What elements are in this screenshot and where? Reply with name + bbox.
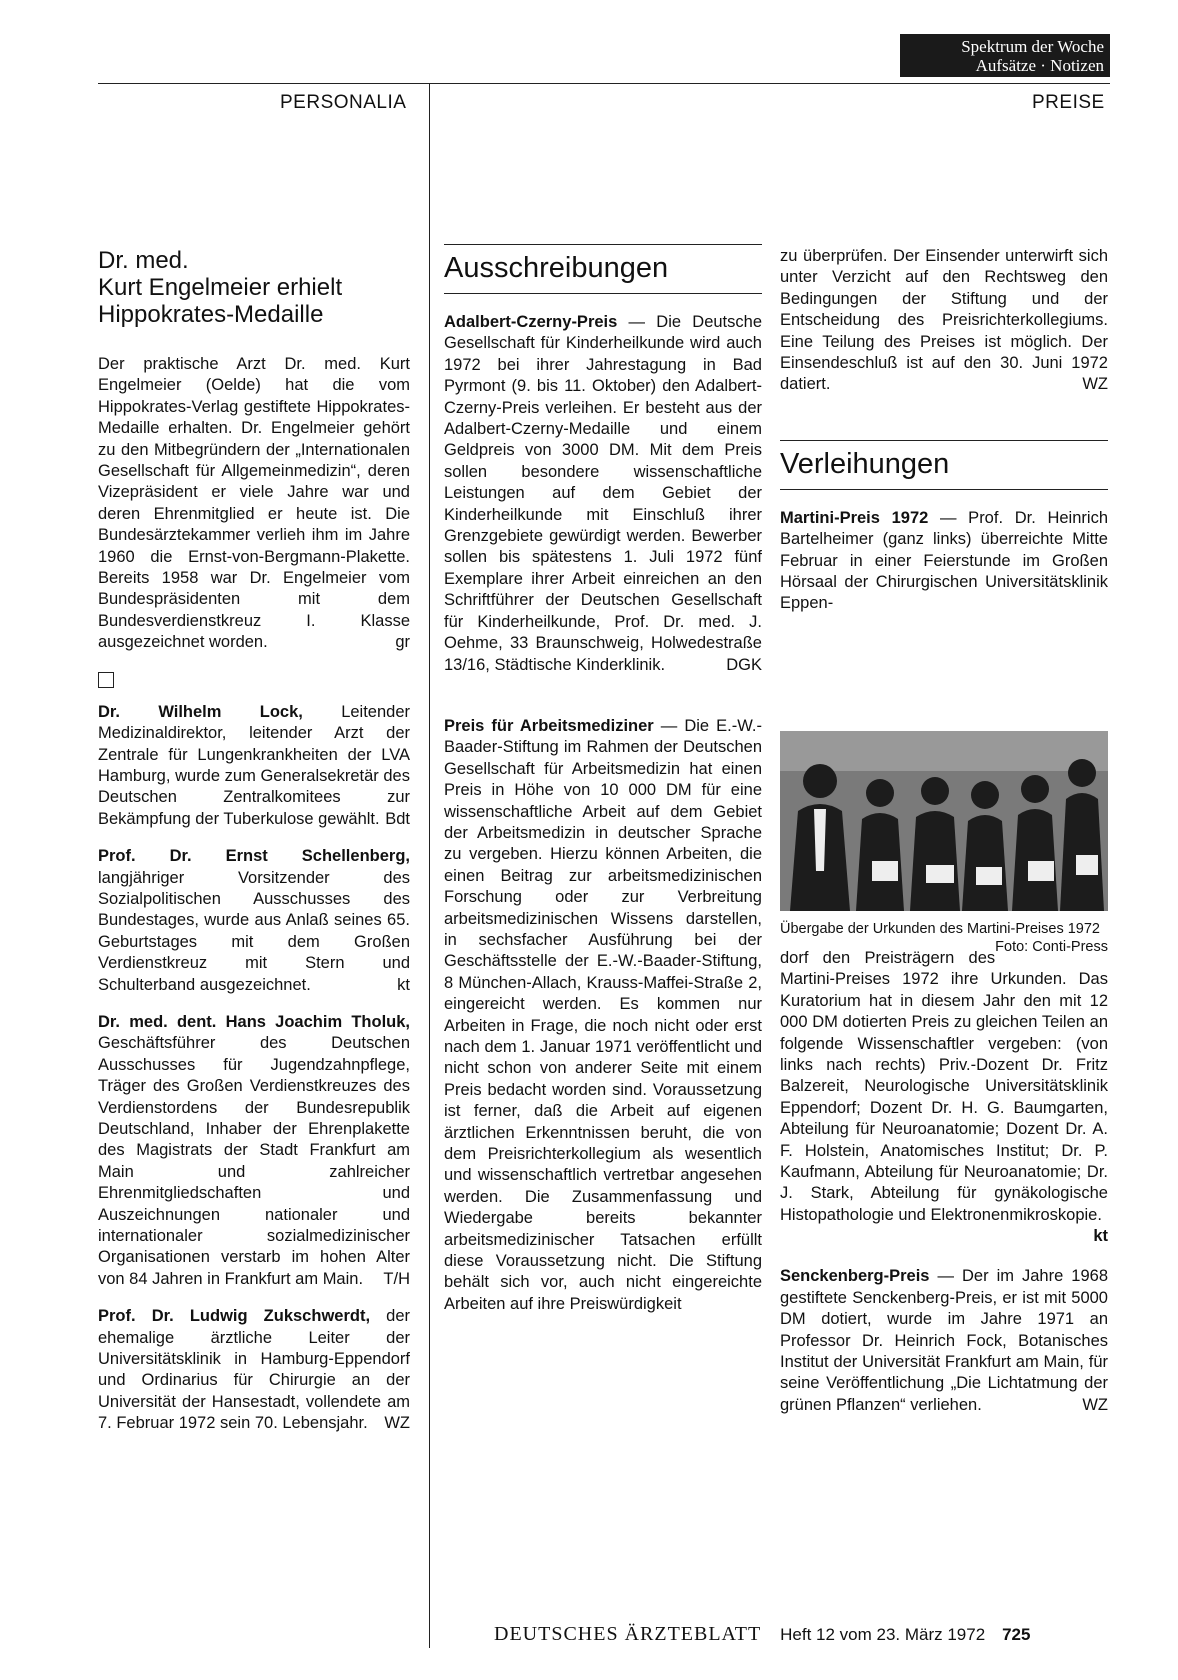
end-of-article-box-icon <box>98 672 114 688</box>
section-badge <box>900 34 1110 77</box>
paragraph-text: Der praktische Arzt Dr. med. Kurt Engelmeier (Oelde) hat die vom Hippokrates-Verlag gestiftete Hippokrates-Medaille erhalten. Dr. Engelmeier gehört zu den Mitbegründern der „Internationalen Gesellschaft für Allgemeinmedizin“, deren Vizepräsident er viele Jahre war und deren Ehrenmitglied er heute ist. Die Bundesärztekammer verlieh ihm im Jahre 1960 die Ernst-von-Bergmann-Plakette. Bereits 1958 war Dr. Engelmeier vom Bundespräsidenten mit dem Bundesverdienstkreuz I. Klasse ausgezeichnet worden. <box>98 355 410 652</box>
zukschwerdt-paragraph <box>98 1306 410 1434</box>
article-title-line: Hippokrates-Medaille <box>98 301 324 328</box>
paragraph-text: — Die Deutsche Gesellschaft für Kinderheilkunde wird auch 1972 bei ihrer Jahrestagung in Bad Pyrmont (9. bis 11. Oktober) den Adalbert-Czerny-Preis verleihen. Er besteht aus der Adalbert-Czerny-Medaille und einem Geldpreis von 3000 DM. Mit dem Preis sollen besondere wissenschaftliche Leistungen auf dem Gebiet der Kinderheilkunde mit Einschluß ihrer Grenzgebiete gewürdigt werden. Bewerber sollen bis spätestens 1. Juli 1972 fünf Exemplare ihrer Arbeit einreichen an den Schriftführer der Deutschen Gesellschaft für Kinderheilkunde, Prof. Dr. med. J. Oehme, 33 Braunschweig, Holwedestraße 13/16, Städtische Kinderklinik. <box>444 313 762 674</box>
award-ceremony-photo <box>780 731 1108 911</box>
author-signature: DGK <box>726 655 762 674</box>
column-divider <box>429 83 430 1648</box>
column-verleihungen-lower <box>780 920 1108 1416</box>
person-name: Prof. Dr. Ernst Schellenberg, <box>98 847 410 866</box>
senckenberg-paragraph <box>780 1266 1108 1416</box>
badge-line-1: Spektrum der Woche <box>961 37 1104 56</box>
author-signature: WZ <box>1082 1395 1108 1414</box>
section-title-verleihungen: Verleihungen <box>780 440 1108 490</box>
prize-name: Preis für Arbeitsmediziner <box>444 716 654 735</box>
prize-name: Martini-Preis 1972 <box>780 508 929 527</box>
author-signature: Bdt <box>385 809 410 828</box>
photo-illustration <box>780 731 1108 911</box>
section-label-preise: PREISE <box>1032 92 1105 113</box>
author-signature: kt <box>1093 1227 1108 1246</box>
tholuk-paragraph <box>98 1012 410 1290</box>
engelmeier-paragraph <box>98 354 410 654</box>
czerny-paragraph <box>444 312 762 676</box>
article-title <box>98 247 410 328</box>
person-name: Dr. med. dent. Hans Joachim Tholuk, <box>98 1012 410 1031</box>
arbeitsmediziner-paragraph <box>444 716 762 1315</box>
paragraph-text: zu überprüfen. Der Einsender unterwirft sich unter Verzicht auf den Rechtsweg den Bedingungen der Stiftung und der Entscheidung des Preisrichterkollegiums. Eine Teilung des Preises ist möglich. Der Einsendeschluß ist auf den 30. Juni 1972 datiert. <box>780 247 1108 394</box>
author-signature: gr <box>395 633 410 652</box>
section-label-personalia: PERSONALIA <box>280 92 407 113</box>
paragraph-text: Leitender Medizinaldirektor, leitender Arzt der Zentrale für Lungenkrankheiten der LVA Hamburg, wurde zum Generalsekretär des Deutschen Zentralkomitees zur Bekämpfung der Tuberkulose gewählt. <box>98 702 411 828</box>
author-signature: kt <box>397 975 410 994</box>
author-signature: T/H <box>383 1269 410 1288</box>
page-number: 725 <box>1002 1625 1031 1644</box>
section-title-ausschreibungen: Ausschreibungen <box>444 244 762 294</box>
page-footer <box>494 1623 1030 1646</box>
paragraph-text: Geschäftsführer des Deutschen Ausschusses für Jugendzahnpflege, Träger des Großen Verdienstkreuzes des Verdienstordens der Bundesrepublik Deutschland, Inhaber der Ehrenplakette des Magistrats der Stadt Frankfurt am Main und zahlreicher Ehrenmitgliedschaften und Auszeichnungen nationaler und internationaler sozialmedizinischer Organisationen verstarb im hohen Alter von 84 Jahren in Frankfurt am Main. <box>98 1034 410 1288</box>
column-verleihungen <box>780 246 1108 615</box>
martini-paragraph <box>780 508 1108 615</box>
badge-line-2: Aufsätze · Notizen <box>975 56 1104 75</box>
photo-credit: Foto: Conti-Press <box>995 939 1108 955</box>
continuation-paragraph <box>780 246 1108 396</box>
article-title-line: Dr. med. <box>98 247 189 274</box>
paragraph-text: — Der im Jahre 1968 gestiftete Senckenberg-Preis, er ist mit 5000 DM dotiert, wurde im Jahre 1971 an Professor Dr. Heinrich Fock, Botanisches Institut der Universität Frankfurt am Main, für seine Veröffentlichung „Die Lichtatmung der grünen Pflanzen“ verliehen. <box>780 1267 1108 1414</box>
column-personalia <box>98 247 410 1435</box>
prize-name: Senckenberg-Preis <box>780 1267 930 1286</box>
martini-continuation-paragraph <box>780 948 1108 1246</box>
photo-caption <box>780 920 1108 955</box>
author-signature: WZ <box>1082 375 1108 394</box>
lock-paragraph <box>98 702 410 830</box>
paragraph-text: der ehemalige ärztliche Leiter der Universitätsklinik in Hamburg-Eppendorf und Ordinarius für Chirurgie an der Universität der Hansestadt, vollendete am 7. Februar 1972 sein 70. Lebensjahr. <box>98 1307 410 1433</box>
paragraph-text: langjähriger Vorsitzender des Sozialpolitischen Ausschusses des Bundestages, wurde aus Anlaß seines 65. Geburtstages mit dem Großen Verdienstkreuz mit Stern und Schulterband ausgezeichnet. <box>98 868 410 994</box>
magazine-name: DEUTSCHES ÄRZTEBLATT <box>494 1623 762 1645</box>
paragraph-text: — Die E.-W.-Baader-Stiftung im Rahmen der Deutschen Gesellschaft für Arbeitsmedizin hat einen Preis in Höhe von 10 000 DM für eine wissenschaftliche Arbeit auf dem Gebiet der Arbeitsmedizin in deutscher Sprache zu vergeben. Hierzu können Arbeiten, die einen Beitrag zur arbeitsmedizinischen Forschung oder zur Verbreitung arbeitsmedizinischen Wissens darstellen, in sechsfacher Ausführung bei der Geschäftsstelle der E.-W.-Baader-Stiftung, 8 München-Allach, Krauss-Maffei-Straße 2, eingereicht werden. Es kommen nur Arbeiten in Frage, die noch nicht oder erst nach dem 1. Januar 1971 veröffentlicht und nicht schon von anderer Seite mit einem Preis bedacht worden sind. Voraussetzung ist ferner, daß die Arbeit auf eigenen ärztlichen Erkenntnissen beruht, die von dem Preisrichterkollegium als wesentlich und wissenschaftlich vertretbar angesehen werden. Die Zusammenfassung und Wiedergabe bereits bekannter arbeitsmedizinischer Tatsachen erfüllt diese Voraussetzung nicht. Die Stiftung behält sich vor, auch nicht eingereichte Arbeiten auf ihre Preiswürdigkeit <box>444 716 762 1313</box>
paragraph-text: dorf den Preisträgern des Martini-Preises 1972 ihre Urkunden. Das Kuratorium hat in diesem Jahr den mit 12 000 DM dotierten Preis zu gleichen Teilen an folgende Wissenschaftler vergeben: (von links nach rechts) Priv.-Dozent Dr. Fritz Balzereit, Neurologische Universitätsklinik Eppendorf; Dozent Dr. H. G. Baumgarten, Abteilung für Neuroanatomie; Dozent Dr. A. F. Holstein, Anatomisches Institut; Dr. P. Kaufmann, Abteilung für Neuroanatomie; Dr. J. Stark, Abteilung für gynäkologische Histopathologie und Elektronenmikroskopie. <box>780 949 1108 1224</box>
issue-info: Heft 12 vom 23. März 1972 <box>780 1625 986 1644</box>
prize-name: Adalbert-Czerny-Preis <box>444 313 618 331</box>
person-name: Dr. Wilhelm Lock, <box>98 702 303 721</box>
paragraph-text: — Prof. Dr. Heinrich Bartelheimer (ganz links) überreichte Mitte Februar in einer Feierstunde im Großen Hörsaal der Chirurgischen Universitätsklinik Eppen- <box>780 508 1108 613</box>
article-title-line: Kurt Engelmeier erhielt <box>98 274 343 301</box>
top-rule <box>98 83 1110 84</box>
caption-text: Übergabe der Urkunden des Martini-Preises 1972 <box>780 921 1100 937</box>
person-name: Prof. Dr. Ludwig Zukschwerdt, <box>98 1307 371 1326</box>
column-ausschreibungen <box>444 244 762 1315</box>
author-signature: WZ <box>384 1414 410 1433</box>
schellenberg-paragraph <box>98 846 410 996</box>
